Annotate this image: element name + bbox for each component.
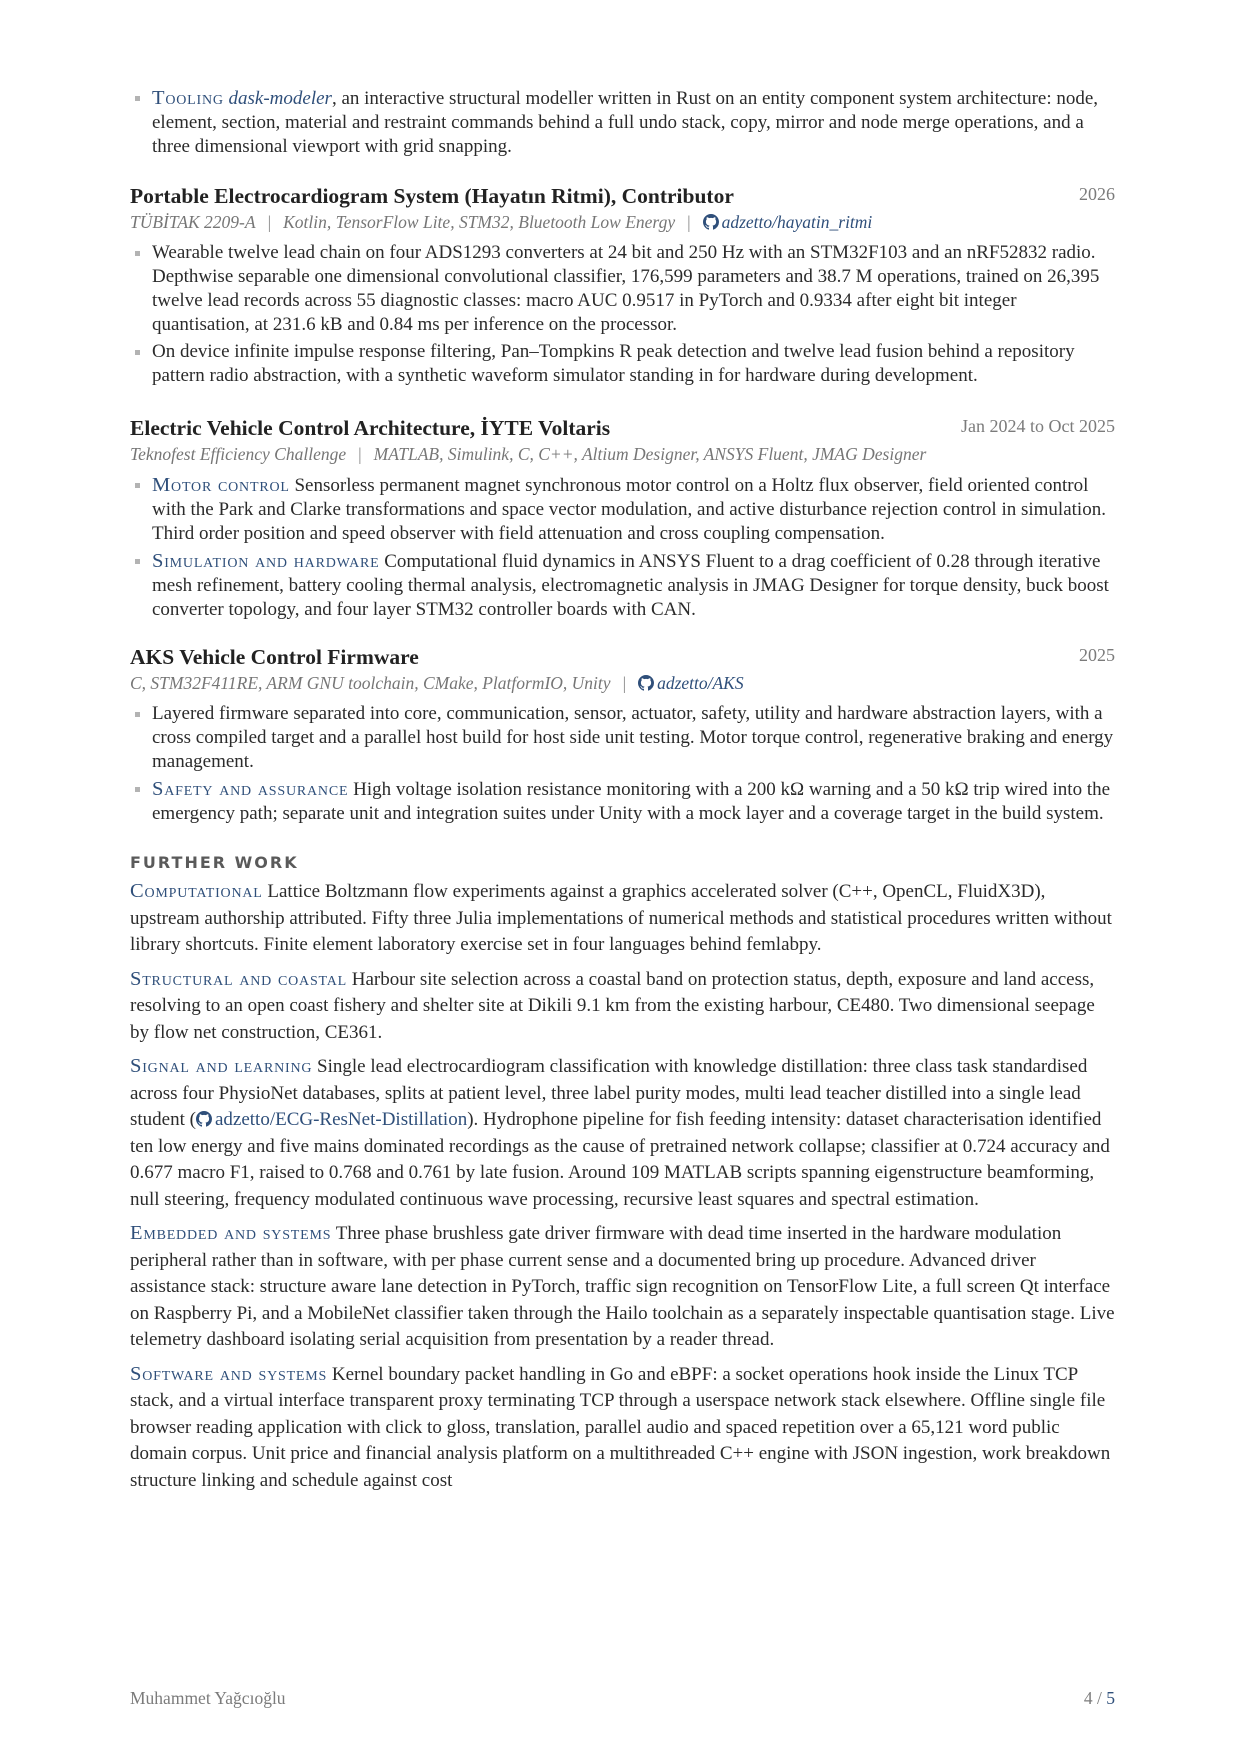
footer-author: Muhammet Yağcıoğlu	[130, 1688, 286, 1708]
project-entry-aks	[130, 644, 1115, 826]
further-work-embedded	[130, 1220, 1115, 1354]
project-organisation: Teknofest Efficiency Challenge	[130, 444, 347, 464]
page-total-link[interactable]: 5	[1106, 1688, 1115, 1708]
paragraph-text: Lattice Boltzmann flow experiments against a graphics accelerated solver (C++, OpenCL, FluidX3D), upstream authorship attributed. Fifty three Julia implementations of numerical methods and statistical procedures written without library shortcuts. Finite element laboratory exercise set in four languages behind femlabpy.	[130, 881, 1112, 955]
list-item: Layered firmware separated into core, communication, sensor, actuator, safety, utility and hardware abstraction layers, with a cross compiled target and a parallel host build for host side unit testing. Motor torque control, regenerative braking and energy management.	[130, 702, 1115, 774]
page-current: 4	[1083, 1688, 1093, 1708]
paragraph-label: Structural and coastal	[130, 967, 348, 990]
separator: |	[267, 212, 272, 232]
separator: |	[358, 444, 362, 464]
further-work-software	[130, 1361, 1115, 1495]
paragraph-text: Kernel boundary packet handling in Go and eBPF: a socket operations hook inside the Linux TCP stack, and a virtual interface transparent proxy terminating TCP through a userspace network stack elsewhere. Offline single file browser reading application with click to gloss, translation, parallel audio and spaced repetition over a 65,121 word public domain corpus. Unit price and financial analysis platform on a multithreaded C++ engine with JSON ingestion, work breakdown structure linking and schedule against cost	[130, 1363, 1111, 1491]
project-bullets	[130, 241, 1115, 388]
tooling-bullet	[130, 86, 1115, 159]
separator: |	[687, 212, 691, 232]
bullet-label: Motor control	[152, 474, 290, 496]
project-stack: C, STM32F411RE, ARM GNU toolchain, CMake, PlatformIO, Unity	[130, 673, 611, 693]
project-stack: MATLAB, Simulink, C, C++, Altium Designer, ANSYS Fluent, JMAG Designer	[373, 444, 927, 464]
bullet-label: Simulation and hardware	[152, 550, 380, 572]
project-date: 2026	[1079, 184, 1115, 204]
bullet-text: Sensorless permanent magnet synchronous motor control on a Holtz flux observer, field oriented control with the Park and Clarke transformations and space vector modulation, and active disturbance rejection control in simulation. Third order position and speed observer with field attenuation and cross coupling compensation.	[152, 475, 1106, 544]
page-number	[1084, 1688, 1115, 1709]
project-entry-ecg	[130, 183, 1115, 388]
project-date: 2025	[1079, 645, 1115, 665]
paragraph-text: Three phase brushless gate driver firmware with dead time inserted in the hardware modulation peripheral rather than in software, with per phase current sense and a documented bring up procedure. Advanced driver assistance stack: structure aware lane detection in PyTorch, traffic sign recognition on TensorFlow Lite, a full screen Qt interface on Raspberry Pi, and a MobileNet classifier taken through the Hailo toolchain as a separately inspectable quantisation stage. Live telemetry dashboard isolating serial acquisition from presentation by a reader thread.	[130, 1223, 1115, 1350]
bullet-text: , an interactive structural modeller written in Rust on an entity component system architecture: node, element, section, material and restraint commands behind a full undo stack, copy, mirror and node merge operations, and a three dimensional viewport with grid snapping.	[152, 88, 1099, 157]
paragraph-text: ). Hydrophone pipeline for fish feeding intensity: dataset characterisation identified ten low energy and five mains dominated recordings as the cause of pretrained network collapse; classifier at 0.724 accuracy and 0.677 macro F1, raised to 0.768 and 0.761 by late fusion. Around 109 MATLAB scripts spanning eigenstructure beamforming, null steering, frequency modulated continuous wave processing, recursive least squares and spectral estimation.	[130, 1109, 1110, 1210]
project-subtitle	[130, 210, 1115, 234]
dask-modeler-name: dask-modeler	[228, 88, 332, 109]
project-stack: Kotlin, TensorFlow Lite, STM32, Bluetooth Low Energy	[283, 212, 676, 232]
github-icon	[703, 214, 719, 230]
section-heading-further-work: FURTHER WORK	[130, 853, 299, 872]
project-subtitle	[130, 671, 1115, 695]
further-work-computational	[130, 878, 1115, 959]
tooling-bullet-list	[130, 86, 1115, 159]
paragraph-label: Computational	[130, 880, 263, 902]
repo-name: adzetto/AKS	[657, 673, 744, 693]
separator: |	[622, 673, 627, 693]
ecg-repo-link[interactable]	[196, 1109, 467, 1130]
bullet-text: High voltage isolation resistance monitoring with a 200 kΩ warning and a 50 kΩ trip wired into the emergency path; separate unit and integration suites under Unity with a mock layer and a coverage target in the build system.	[152, 779, 1111, 824]
project-title: Portable Electrocardiogram System (Hayatın Ritmi), Contributor	[130, 184, 734, 208]
project-bullets	[130, 473, 1115, 622]
project-title: AKS Vehicle Control Firmware	[130, 645, 419, 669]
further-work-signal	[130, 1053, 1115, 1213]
repo-name: adzetto/ECG-ResNet-Distillation	[214, 1109, 468, 1130]
github-icon	[196, 1111, 212, 1127]
list-item: Wearable twelve lead chain on four ADS1293 converters at 24 bit and 250 Hz with an STM32F103 and an nRF52832 radio. Depthwise separable one dimensional convolutional classifier, 176,599 parameters and 38.7 M operations, trained on 26,395 twelve lead records across 55 diagnostic classes: macro AUC 0.9517 in PyTorch and 0.9334 after eight bit integer quantisation, at 231.6 kB and 0.84 ms per inference on the processor.	[130, 241, 1115, 337]
further-work-structural	[130, 966, 1115, 1047]
github-icon	[638, 675, 654, 691]
project-title: Electric Vehicle Control Architecture, İYTE Voltaris	[130, 416, 611, 440]
list-item: On device infinite impulse response filtering, Pan–Tompkins R peak detection and twelve lead fusion behind a repository pattern radio abstraction, with a synthetic waveform simulator standing in for hardware during development.	[130, 340, 1115, 388]
paragraph-label: Embedded and systems	[130, 1222, 332, 1244]
list-item	[130, 473, 1115, 546]
page-footer	[130, 1688, 1115, 1709]
list-item	[130, 549, 1115, 622]
project-subtitle	[130, 442, 1115, 466]
page-separator: /	[1092, 1688, 1107, 1708]
repo-link[interactable]	[703, 212, 873, 232]
repo-name: adzetto/hayatin_ritmi	[721, 212, 873, 232]
project-date: Jan 2024 to Oct 2025	[961, 416, 1115, 436]
paragraph-text: Single lead electrocardiogram classification with knowledge distillation: three class task standardised across four PhysioNet databases, splits at patient level, three label purity modes, multi lead teacher distilled into a single lead student (	[130, 1056, 1088, 1130]
bullet-label: Tooling	[152, 87, 224, 109]
resume-page	[130, 86, 1115, 1501]
bullet-text: Computational fluid dynamics in ANSYS Fluent to a drag coefficient of 0.28 through iterative mesh refinement, battery cooling thermal analysis, electromagnetic analysis in JMAG Designer for torque density, buck boost converter topology, and four layer STM32 controller boards with CAN.	[152, 551, 1109, 620]
list-item	[130, 777, 1115, 826]
repo-link[interactable]	[638, 673, 744, 693]
paragraph-text: Harbour site selection across a coastal band on protection status, depth, exposure and land access, resolving to an open coast fishery and shelter site at Dikili 9.1 km from the existing harbour, CE480. Two dimensional seepage by flow net construction, CE361.	[130, 968, 1095, 1043]
bullet-label: Safety and assurance	[152, 778, 349, 800]
project-entry-voltaris	[130, 415, 1115, 622]
paragraph-label: Software and systems	[130, 1362, 328, 1385]
paragraph-label: Signal and learning	[130, 1055, 313, 1077]
project-organisation: TÜBİTAK 2209-A	[130, 212, 256, 232]
project-bullets	[130, 702, 1115, 826]
